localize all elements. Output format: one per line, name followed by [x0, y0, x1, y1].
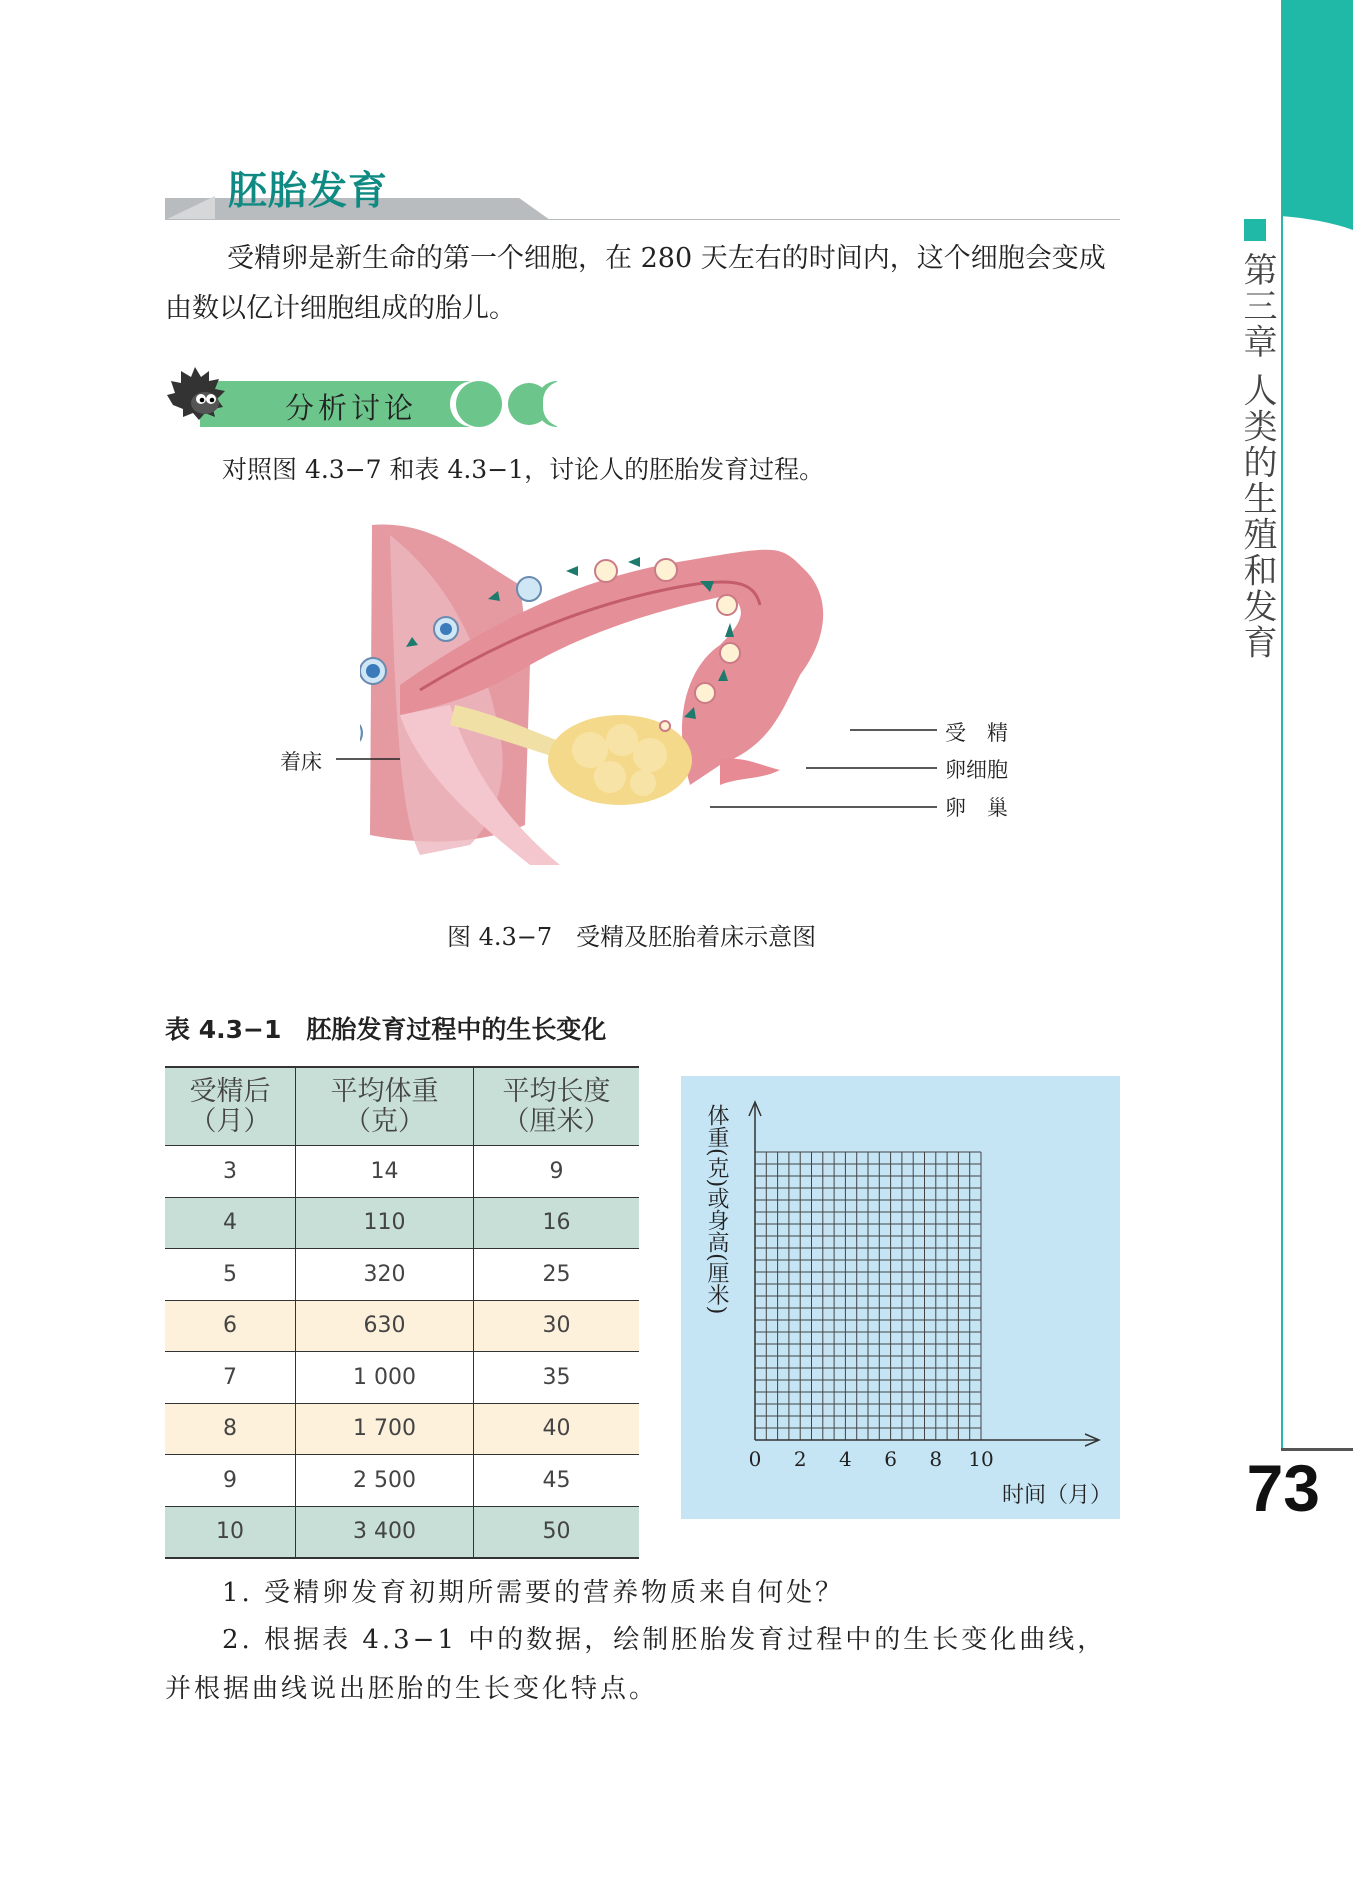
x-tick-label: 10	[968, 1447, 994, 1471]
x-tick-label: 2	[793, 1447, 807, 1471]
header-weight: 平均体重 （克）	[296, 1067, 474, 1146]
intro-paragraph: 受精卵是新生命的第一个细胞，在 280 天左右的时间内，这个细胞会变成由数以亿计细胞组成的胎儿。	[165, 243, 1106, 324]
discussion-title: 分析讨论	[285, 391, 418, 425]
figure-caption: 图 4.3−7 受精及胚胎着床示意图	[447, 923, 817, 951]
label-ovary: 卵 巢	[945, 796, 1008, 820]
blank-graph-grid	[681, 1076, 1120, 1519]
table-row: 10 3 400 50	[165, 1506, 639, 1558]
chapter-title: 第三章 人类的生殖和发育	[1237, 252, 1277, 661]
heading-rule	[165, 219, 1120, 220]
hedgehog-icon	[165, 365, 227, 421]
x-tick-label: 0	[748, 1447, 762, 1471]
table-row: 7 1 000 35	[165, 1352, 639, 1404]
fertilization-implantation-figure	[360, 515, 1060, 905]
margin-rule	[1281, 0, 1283, 1450]
page-number: 73	[1246, 1451, 1320, 1525]
x-tick-label: 8	[929, 1447, 943, 1471]
section-title: 胚胎发育	[228, 169, 389, 214]
table-title: 表 4.3−1 胚胎发育过程中的生长变化	[165, 1015, 607, 1044]
graph-x-label: 时间（月）	[1002, 1483, 1113, 1508]
chapter-tab-band	[1281, 0, 1353, 230]
table-row: 5 320 25	[165, 1249, 639, 1301]
question-2: 2. 根据表 4.3−1 中的数据，绘制胚胎发育过程中的生长变化曲线，并根据曲线说出胚胎的生长变化特点。	[165, 1625, 1107, 1704]
x-tick-label: 6	[884, 1447, 897, 1471]
header-length: 平均长度 （厘米）	[474, 1067, 640, 1146]
figure-leader-lines	[330, 720, 950, 830]
table-row: 9 2 500 45	[165, 1455, 639, 1507]
chapter-marker-square	[1244, 219, 1266, 241]
discussion-intro: 对照图 4.3−7 和表 4.3−1，讨论人的胚胎发育过程。	[222, 455, 825, 484]
table-row: 6 630 30	[165, 1300, 639, 1352]
label-egg-cell: 卵细胞	[945, 758, 1008, 782]
question-1: 1. 受精卵发育初期所需要的营养物质来自何处？	[222, 1578, 845, 1608]
table-row: 4 110 16	[165, 1197, 639, 1249]
table-row: 8 1 700 40	[165, 1403, 639, 1455]
graph-y-label: 体重(克)或身高(厘米)	[704, 1104, 729, 1315]
header-month: 受精后 （月）	[165, 1067, 296, 1146]
x-tick-label: 4	[839, 1447, 852, 1471]
table-row: 3 14 9	[165, 1146, 639, 1198]
growth-table	[165, 1066, 639, 1559]
label-implantation: 着床	[280, 750, 322, 774]
label-fertilization: 受 精	[945, 721, 1008, 745]
table-header-row	[165, 1067, 639, 1146]
banner-dot	[456, 381, 502, 427]
